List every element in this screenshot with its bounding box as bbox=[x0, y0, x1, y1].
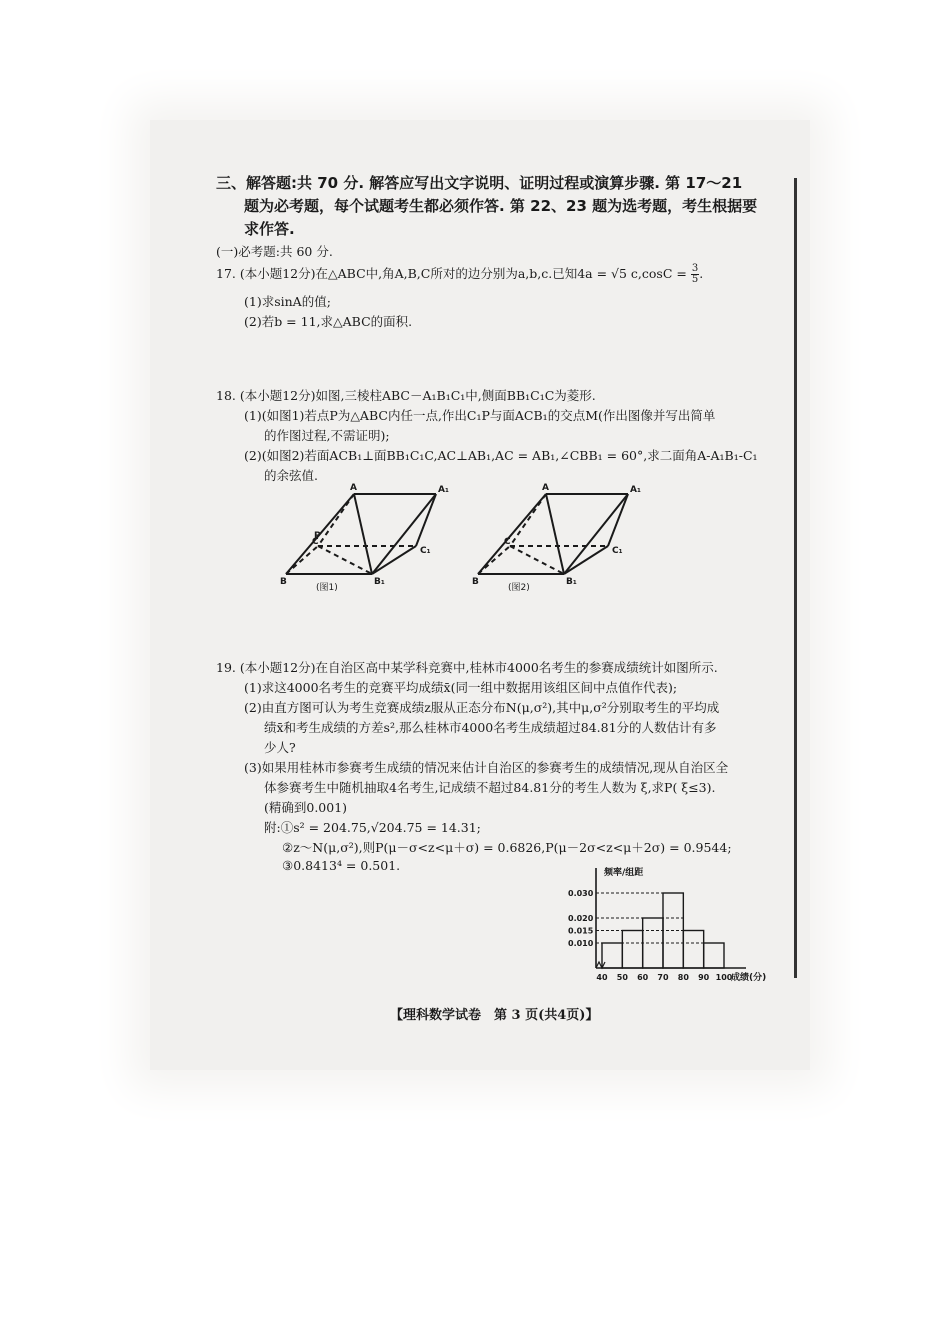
label-A1: A₁ bbox=[438, 485, 449, 495]
label-A: A bbox=[542, 483, 549, 493]
section-heading-line1: 三、解答题:共 70 分. 解答应写出文字说明、证明过程或演算步骤. 第 17～21 bbox=[216, 174, 743, 192]
q17-fraction bbox=[691, 264, 699, 285]
histogram-y-tick-label: 0.015 bbox=[568, 926, 594, 936]
edge-a-b bbox=[478, 494, 546, 574]
label-C: C bbox=[504, 537, 511, 547]
edge-b1-c1 bbox=[564, 546, 608, 574]
q18-part2-line1: (2)(如图2)若面ACB₁⊥面BB₁C₁C,AC⊥AB₁,AC = AB₁,∠CBB₁ = 60°,求二面角A-A₁B₁-C₁ bbox=[244, 448, 758, 463]
histogram-x-tick-label: 100 bbox=[715, 973, 733, 982]
q17-part1: (1)求sinA的值; bbox=[244, 294, 331, 309]
label-C1: C₁ bbox=[612, 546, 623, 556]
prism-figures bbox=[270, 478, 650, 598]
q17-stem-end: . bbox=[699, 266, 704, 281]
edge-a1-c1 bbox=[416, 494, 436, 546]
q17-stem-text: 17. (本小题12分)在△ABC中,角A,B,C所对的边分别为a,b,c.已知4a = √5 c,cosC = bbox=[216, 266, 687, 281]
label-B: B bbox=[280, 577, 287, 587]
label-B1: B₁ bbox=[374, 577, 385, 587]
edge-a-b1 bbox=[354, 494, 372, 574]
figure-1 bbox=[286, 494, 436, 574]
histogram-x-tick-label: 80 bbox=[677, 973, 689, 982]
label-B1: B₁ bbox=[566, 577, 577, 587]
q19-part2-line2: 绩x̄和考生成绩的方差s²,那么桂林市4000名考生成绩超过84.81分的人数估计有多 bbox=[264, 720, 717, 735]
q19-part1: (1)求这4000名考生的竞赛平均成绩x̄(同一组中数据用该组区间中点值作代表); bbox=[244, 680, 678, 695]
q17-frac-denominator: 5 bbox=[691, 274, 699, 285]
q19-part2-line3: 少人? bbox=[264, 740, 296, 755]
histogram-bar bbox=[602, 943, 622, 968]
margin-rule bbox=[794, 178, 797, 978]
q19-stem: 19. (本小题12分)在自治区高中某学科竞赛中,桂林市4000名考生的参赛成绩统计如图所示. bbox=[216, 660, 718, 675]
edge-a-b1 bbox=[546, 494, 564, 574]
histogram-x-tick-label: 70 bbox=[657, 973, 669, 982]
subsection-title: (一)必考题:共 60 分. bbox=[216, 244, 333, 259]
edge-c-b1 bbox=[318, 546, 372, 574]
edge-b1-c1 bbox=[372, 546, 416, 574]
q19-note1: 附:①s² = 204.75,√204.75 = 14.31; bbox=[264, 820, 481, 835]
page-footer: 【理科数学试卷 第 3 页(共4页)】 bbox=[390, 1008, 599, 1023]
histogram-y-tick-label: 0.020 bbox=[568, 914, 594, 923]
q19-part2-line1: (2)由直方图可认为考生竞赛成绩z服从正态分布N(μ,σ²),其中μ,σ²分别取考生的平均成 bbox=[244, 700, 720, 715]
q19-part3-line3: (精确到0.001) bbox=[264, 800, 348, 815]
histogram-bar bbox=[704, 943, 724, 968]
section-heading bbox=[216, 172, 781, 241]
histogram-x-tick-label: 60 bbox=[637, 973, 649, 982]
q18-stem: 18. (本小题12分)如图,三棱柱ABC－A₁B₁C₁中,侧面BB₁C₁C为菱形. bbox=[216, 388, 596, 403]
figure-2-caption: (图2) bbox=[508, 583, 530, 593]
label-C: C bbox=[312, 537, 319, 547]
edge-a1-c1 bbox=[608, 494, 628, 546]
edge-a-c bbox=[318, 494, 354, 546]
histogram-x-tick-label: 90 bbox=[698, 973, 710, 982]
q18-part1-line1: (1)(如图1)若点P为△ABC内任一点,作出C₁P与面ACB₁的交点M(作出图像并写出简单 bbox=[244, 408, 716, 423]
histogram-y-tick-label: 0.010 bbox=[568, 939, 594, 948]
q19-part3-line1: (3)如果用桂林市参赛考生成绩的情况来估计自治区的参赛考生的成绩情况,现从自治区全 bbox=[244, 760, 729, 775]
label-P: P bbox=[314, 531, 321, 541]
label-A1: A₁ bbox=[630, 485, 641, 495]
histogram-xlabel: 成绩(分) bbox=[731, 973, 767, 983]
q17-stem bbox=[216, 264, 703, 285]
q19-note2: ②z～N(μ,σ²),则P(μ－σ<z<μ＋σ) = 0.6826,P(μ－2σ<z<μ＋2σ) = 0.9544; bbox=[282, 840, 732, 855]
edge-a1-b1 bbox=[372, 494, 436, 574]
label-B: B bbox=[472, 577, 479, 587]
histogram-ylabel: 频率/组距 bbox=[604, 868, 644, 878]
section-heading-line2: 题为必考题，每个试题考生都必须作答. 第 22、23 题为选考题，考生根据要 bbox=[244, 197, 758, 215]
label-A: A bbox=[350, 483, 357, 493]
q19-note3: ③0.8413⁴ = 0.501. bbox=[282, 858, 401, 873]
edge-c-b1 bbox=[510, 546, 564, 574]
figure-1-caption: (图1) bbox=[316, 583, 338, 593]
q17-frac-numerator: 3 bbox=[691, 263, 699, 274]
edge-a1-b1 bbox=[564, 494, 628, 574]
label-C1: C₁ bbox=[420, 546, 431, 556]
section-heading-line3: 求作答. bbox=[244, 220, 295, 238]
histogram-axis-break bbox=[596, 962, 605, 968]
q17-part2: (2)若b = 11,求△ABC的面积. bbox=[244, 314, 413, 329]
histogram-x-tick-label: 50 bbox=[616, 973, 628, 982]
q18-part1-line2: 的作图过程,不需证明); bbox=[264, 428, 390, 443]
histogram-bar bbox=[683, 931, 703, 969]
q18-part2-line2: 的余弦值. bbox=[264, 468, 318, 483]
edge-a-c bbox=[510, 494, 546, 546]
histogram-bar bbox=[622, 931, 642, 969]
frequency-histogram bbox=[568, 864, 778, 988]
q19-part3-line2: 体参赛考生中随机抽取4名考生,记成绩不超过84.81分的考生人数为 ξ,求P( ξ≤3). bbox=[264, 780, 716, 795]
histogram-x-tick-label: 40 bbox=[596, 973, 608, 982]
histogram-y-tick-label: 0.030 bbox=[568, 889, 594, 898]
figure-2 bbox=[478, 494, 628, 574]
